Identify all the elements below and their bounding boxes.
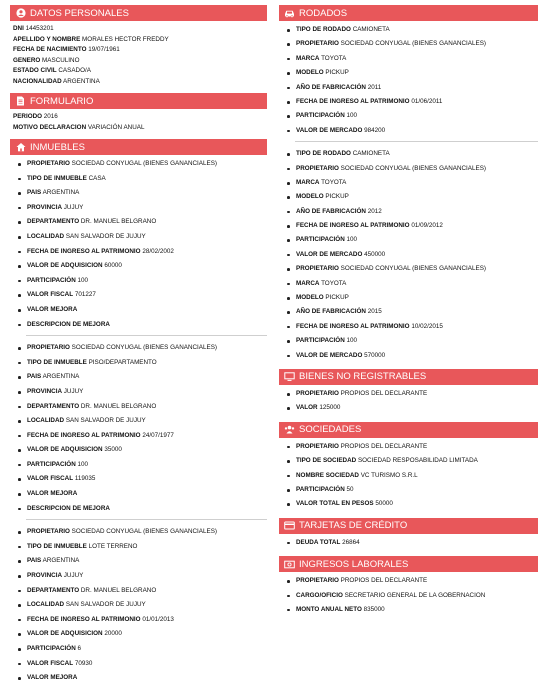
field-row	[13, 77, 267, 88]
field-value: VC TURISMO S.R.L	[360, 471, 418, 479]
field-value: 984200	[364, 126, 386, 134]
section-title: DATOS PERSONALES	[30, 7, 129, 19]
car-icon	[284, 8, 295, 19]
field-label: VALOR	[296, 404, 318, 412]
field-label: PARTICIPACIÓN	[27, 645, 76, 652]
field-label: DEPARTAMENTO	[27, 586, 80, 594]
field-row	[14, 157, 267, 172]
field-row	[14, 341, 267, 356]
field-label: PROPIETARIO	[296, 265, 339, 273]
field-row	[283, 37, 538, 51]
field-row	[283, 23, 538, 37]
field-label: TIPO DE INMUEBLE	[27, 542, 87, 550]
field-row	[13, 45, 267, 56]
field-label: PROPIETARIO	[296, 164, 339, 172]
field-value: TOYOTA	[321, 178, 347, 186]
divider	[295, 141, 538, 142]
right-column	[279, 0, 538, 618]
user-circle-icon	[15, 8, 26, 19]
field-value: SAN SALVADOR DE JUJUY	[65, 417, 146, 425]
field-label: FECHA DE INGRESO AL PATRIMONIO	[296, 97, 410, 105]
credit-card-icon	[284, 520, 295, 531]
field-row	[14, 414, 267, 429]
field-value: PICKUP	[325, 69, 349, 77]
field-row	[283, 162, 538, 176]
field-label: AÑO DE FABRICACIÓN	[296, 207, 366, 215]
field-label: PROPIETARIO	[27, 528, 70, 536]
field-label: TIPO DE INMUEBLE	[27, 174, 87, 182]
field-label: PARTICIPACIÓN	[296, 236, 345, 244]
field-label: CARGO/OFICIO	[296, 591, 343, 599]
field-label: PROVINCIA	[27, 387, 62, 395]
field-row	[14, 487, 267, 502]
record-group	[283, 21, 538, 139]
field-label: FECHA DE INGRESO AL PATRIMONIO	[296, 322, 410, 330]
field-label: VALOR FISCAL	[27, 475, 74, 483]
field-value: 450000	[364, 250, 386, 258]
field-row	[283, 291, 538, 305]
field-value: 100	[77, 276, 89, 284]
inmuebles-body	[10, 155, 267, 687]
field-label: MONTO ANUAL NETO	[296, 605, 362, 613]
field-value: MORALES HECTOR FREDDY	[82, 35, 169, 43]
field-row	[14, 569, 267, 584]
field-row	[283, 248, 538, 262]
field-label: PAIS	[27, 373, 42, 381]
field-label: PROPIETARIO	[296, 577, 339, 585]
field-row	[283, 277, 538, 291]
field-row	[14, 429, 267, 444]
field-value: 70930	[74, 659, 93, 667]
field-label: AÑO DE FABRICACIÓN	[296, 308, 366, 316]
monitor-icon	[284, 371, 295, 382]
field-label: VALOR DE MERCADO	[296, 351, 363, 359]
left-column	[10, 0, 267, 687]
field-label: LOCALIDAD	[27, 601, 65, 609]
field-row	[14, 356, 267, 371]
tarjetas-header	[279, 518, 538, 534]
field-label: PROPIETARIO	[296, 389, 339, 397]
section-title: RODADOS	[299, 7, 348, 19]
field-value: CASA	[88, 174, 106, 182]
field-row	[14, 186, 267, 201]
field-row	[283, 320, 538, 334]
field-value: 835000	[363, 605, 385, 613]
field-row	[283, 483, 538, 497]
record-group	[14, 339, 267, 517]
field-value: 570000	[364, 351, 386, 359]
field-value: PISO/DEPARTAMENTO	[88, 358, 157, 366]
field-row	[283, 536, 538, 550]
field-row	[283, 176, 538, 190]
field-row	[14, 201, 267, 216]
field-value: DR. MANUEL BELGRANO	[80, 402, 157, 410]
field-row	[13, 112, 267, 123]
field-row	[14, 385, 267, 400]
field-row	[283, 95, 538, 109]
field-row	[283, 349, 538, 363]
field-row	[283, 497, 538, 511]
field-row	[283, 124, 538, 138]
bienes-no-registrables-header	[279, 369, 538, 385]
field-row	[13, 66, 267, 77]
field-value: 01/01/2013	[142, 615, 174, 623]
field-label: PROPIETARIO	[296, 442, 339, 450]
field-value: 2015	[367, 308, 382, 316]
field-label: PERIODO	[13, 113, 43, 120]
field-row	[283, 440, 538, 454]
field-label: DESCRIPCION DE MEJORA	[27, 320, 110, 328]
ingresos-body	[283, 572, 538, 618]
record-group	[283, 145, 538, 364]
field-value: 100	[346, 112, 358, 120]
field-label: AÑO DE FABRICACIÓN	[296, 83, 366, 91]
tarjetas-body	[283, 534, 538, 551]
field-value: TOYOTA	[321, 54, 347, 62]
field-label: PAIS	[27, 189, 42, 197]
field-value: SAN SALVADOR DE JUJUY	[65, 601, 146, 609]
field-value: 6	[77, 645, 82, 652]
field-value: PROPIOS DEL DECLARANTE	[340, 442, 428, 450]
field-label: PAIS	[27, 557, 42, 565]
field-row	[13, 123, 267, 134]
field-label: TIPO DE INMUEBLE	[27, 358, 87, 366]
field-label: PROPIETARIO	[27, 160, 70, 167]
field-row	[283, 305, 538, 319]
divider	[26, 335, 267, 336]
field-label: DESCRIPCION DE MEJORA	[27, 504, 110, 512]
field-value: 50000	[375, 500, 393, 508]
field-row	[14, 370, 267, 385]
record-group	[14, 155, 267, 333]
field-row	[283, 190, 538, 204]
field-row	[283, 81, 538, 95]
field-label: NACIONALIDAD	[13, 77, 62, 85]
inmuebles-header	[10, 139, 267, 155]
home-icon	[15, 142, 26, 153]
field-row	[14, 540, 267, 555]
field-value: SAN SALVADOR DE JUJUY	[65, 232, 146, 240]
field-label: MODELO	[296, 193, 324, 201]
formulario-body	[10, 109, 267, 134]
field-value: SOCIEDAD CONYUGAL (BIENES GANANCIALES)	[340, 265, 486, 273]
section-title: INGRESOS LABORALES	[299, 558, 409, 570]
field-value: 24/07/1977	[142, 431, 174, 439]
field-row	[283, 52, 538, 66]
field-row	[14, 525, 267, 540]
field-label: MARCA	[296, 54, 320, 62]
field-label: DNI	[13, 25, 24, 32]
field-value: 2011	[367, 83, 382, 91]
field-label: PARTICIPACIÓN	[296, 112, 345, 120]
field-label: MODELO	[296, 294, 324, 302]
field-row	[283, 109, 538, 123]
field-row	[14, 584, 267, 599]
field-label: VALOR DE ADQUISICION	[27, 262, 103, 270]
field-value: PICKUP	[325, 294, 349, 302]
field-value: SOCIEDAD CONYUGAL (BIENES GANANCIALES)	[71, 160, 217, 167]
field-row	[14, 215, 267, 230]
field-row	[14, 318, 267, 333]
field-value: CAMIONETA	[352, 26, 390, 33]
field-value: PICKUP	[325, 193, 349, 201]
field-row	[283, 469, 538, 483]
field-value: SOCIEDAD RESPOSABILIDAD LIMITADA	[357, 457, 478, 465]
sociedades-header	[279, 422, 538, 438]
field-value: JUJUY	[63, 387, 84, 395]
field-row	[14, 472, 267, 487]
field-label: TIPO DE RODADO	[296, 150, 351, 158]
field-row	[283, 66, 538, 80]
field-row	[283, 219, 538, 233]
field-label: VALOR DE ADQUISICION	[27, 630, 103, 638]
field-value: 26864	[342, 538, 360, 546]
field-label: MODELO	[296, 69, 324, 77]
field-label: TIPO DE SOCIEDAD	[296, 457, 357, 465]
field-label: VALOR FISCAL	[27, 659, 74, 667]
sociedades-body	[283, 438, 538, 513]
section-title: FORMULARIO	[30, 95, 94, 107]
rodados-header	[279, 5, 538, 21]
field-row	[14, 274, 267, 289]
field-value: TOYOTA	[321, 279, 347, 287]
field-value: 50	[346, 485, 354, 493]
datos-personales-header	[10, 5, 267, 21]
field-value: 2016	[43, 113, 58, 120]
field-value: VARIACIÓN ANUAL	[87, 123, 145, 131]
field-row	[14, 627, 267, 642]
field-value: LOTE TERRENO	[88, 542, 138, 550]
money-icon	[284, 559, 295, 570]
divider	[26, 519, 267, 520]
field-label: LOCALIDAD	[27, 417, 65, 425]
field-value: ARGENTINA	[42, 373, 80, 381]
users-icon	[284, 424, 295, 435]
field-label: MARCA	[296, 178, 320, 186]
field-label: NOMBRE SOCIEDAD	[296, 471, 359, 479]
field-row	[14, 657, 267, 672]
document-icon	[15, 96, 26, 107]
field-value: 2012	[367, 207, 382, 215]
field-value: 14453201	[25, 25, 54, 32]
field-value: MASCULINO	[42, 56, 80, 64]
field-row	[283, 334, 538, 348]
field-row	[14, 458, 267, 473]
field-row	[283, 262, 538, 276]
field-label: ESTADO CIVIL	[13, 67, 57, 74]
field-row	[14, 172, 267, 187]
field-row	[14, 303, 267, 318]
field-row	[283, 574, 538, 588]
field-row	[283, 454, 538, 468]
field-label: APELLIDO Y NOMBRE	[13, 35, 81, 43]
field-row	[283, 401, 538, 415]
field-value: CASADO/A	[58, 67, 91, 74]
field-label: PROVINCIA	[27, 572, 62, 580]
field-row	[283, 233, 538, 247]
field-value: 701227	[74, 291, 96, 299]
rodados-body	[279, 21, 538, 364]
formulario-header	[10, 93, 267, 109]
field-row	[14, 259, 267, 274]
field-value: 20000	[104, 630, 122, 638]
section-title: INMUEBLES	[30, 141, 85, 153]
field-label: FECHA DE INGRESO AL PATRIMONIO	[296, 222, 410, 230]
field-row	[14, 230, 267, 245]
field-label: VALOR MEJORA	[27, 305, 78, 313]
field-row	[13, 35, 267, 46]
field-value: 100	[346, 337, 358, 345]
field-label: PARTICIPACIÓN	[27, 460, 76, 468]
field-row	[283, 589, 538, 603]
field-row	[283, 205, 538, 219]
field-value: 125000	[319, 404, 341, 412]
field-value: DR. MANUEL BELGRANO	[80, 586, 157, 594]
field-row	[14, 245, 267, 260]
field-label: DEUDA TOTAL	[296, 538, 341, 546]
field-value: SOCIEDAD CONYUGAL (BIENES GANANCIALES)	[340, 40, 486, 48]
field-value: JUJUY	[63, 203, 84, 211]
field-value: 01/09/2012	[411, 222, 443, 230]
section-title: TARJETAS DE CRÉDITO	[299, 520, 408, 532]
section-title: BIENES NO REGISTRABLES	[299, 371, 427, 383]
field-value: ARGENTINA	[42, 557, 80, 565]
field-label: MOTIVO DECLARACION	[13, 123, 87, 131]
field-row	[14, 613, 267, 628]
field-value: 01/06/2011	[411, 97, 443, 105]
field-row	[283, 603, 538, 617]
field-value: SOCIEDAD CONYUGAL (BIENES GANANCIALES)	[71, 344, 217, 352]
field-value: JUJUY	[63, 572, 84, 580]
field-label: VALOR DE ADQUISICION	[27, 446, 103, 454]
field-label: VALOR MEJORA	[27, 490, 78, 498]
field-value: ARGENTINA	[63, 77, 100, 85]
field-value: SECRETARIO GENERAL DE LA GOBERNACION	[344, 591, 486, 599]
record-group	[14, 523, 267, 687]
field-label: MARCA	[296, 279, 320, 287]
field-row	[14, 598, 267, 613]
field-row	[14, 288, 267, 303]
field-row	[14, 502, 267, 517]
field-value: 19/07/1961	[88, 46, 120, 53]
field-label: TIPO DE RODADO	[296, 26, 351, 33]
field-label: VALOR FISCAL	[27, 291, 74, 299]
field-row	[13, 56, 267, 67]
datos-personales-body	[10, 21, 267, 88]
field-label: FECHA DE NACIMIENTO	[13, 46, 87, 53]
field-label: PARTICIPACIÓN	[296, 337, 345, 345]
field-value: PROPIOS DEL DECLARANTE	[340, 389, 428, 397]
field-value: 100	[77, 460, 89, 468]
field-label: VALOR TOTAL EN PESOS	[296, 500, 374, 508]
field-row	[14, 671, 267, 686]
field-value: 35000	[104, 446, 122, 454]
section-title: SOCIEDADES	[299, 424, 362, 436]
field-label: DEPARTAMENTO	[27, 402, 80, 410]
field-value: 119035	[74, 475, 96, 483]
field-label: GENERO	[13, 56, 41, 64]
field-row	[283, 387, 538, 401]
ingresos-header	[279, 556, 538, 572]
field-label: PROPIETARIO	[27, 344, 70, 352]
field-value: 60000	[104, 262, 122, 270]
field-label: PARTICIPACIÓN	[27, 276, 76, 284]
field-value: SOCIEDAD CONYUGAL (BIENES GANANCIALES)	[340, 164, 486, 172]
field-row	[13, 24, 267, 35]
field-value: 10/02/2015	[411, 322, 443, 330]
field-row	[283, 147, 538, 161]
field-label: PROVINCIA	[27, 203, 62, 211]
field-value: CAMIONETA	[352, 150, 390, 158]
field-label: FECHA DE INGRESO AL PATRIMONIO	[27, 431, 141, 439]
field-label: FECHA DE INGRESO AL PATRIMONIO	[27, 615, 141, 623]
field-label: LOCALIDAD	[27, 232, 65, 240]
field-row	[14, 443, 267, 458]
field-value: 100	[346, 236, 358, 244]
field-label: VALOR DE MERCADO	[296, 250, 363, 258]
field-value: 28/02/2002	[142, 247, 174, 255]
field-row	[14, 400, 267, 415]
field-label: DEPARTAMENTO	[27, 218, 80, 226]
field-row	[14, 642, 267, 657]
field-row	[14, 554, 267, 569]
field-value: PROPIOS DEL DECLARANTE	[340, 577, 428, 585]
field-value: DR. MANUEL BELGRANO	[80, 218, 157, 226]
field-label: PARTICIPACIÓN	[296, 485, 345, 493]
bienes-body	[283, 385, 538, 417]
field-value: SOCIEDAD CONYUGAL (BIENES GANANCIALES)	[71, 528, 217, 536]
field-label: VALOR DE MERCADO	[296, 126, 363, 134]
field-label: FECHA DE INGRESO AL PATRIMONIO	[27, 247, 141, 255]
field-label: PROPIETARIO	[296, 40, 339, 48]
field-label: VALOR MEJORA	[27, 674, 78, 682]
field-value: ARGENTINA	[42, 189, 80, 197]
